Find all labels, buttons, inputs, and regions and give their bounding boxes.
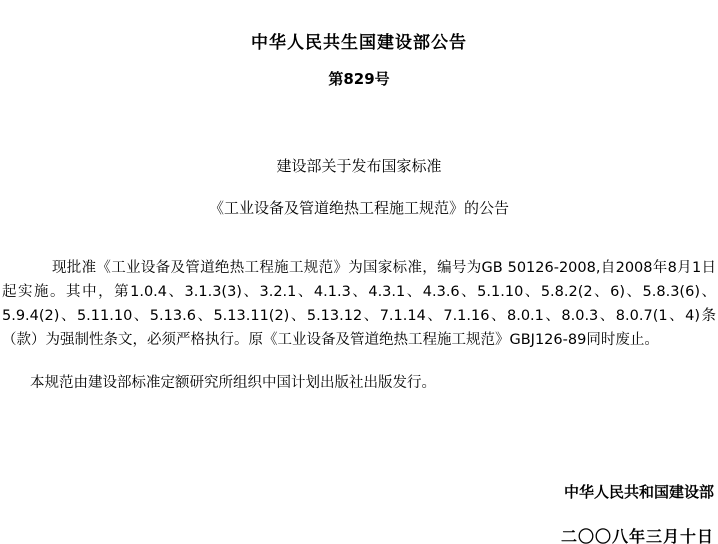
signature-block (561, 481, 714, 544)
document-title: 中华人民共生国建设部公告 (251, 33, 467, 53)
body-paragraph-approval: 现批准《工业设备及管道绝热工程施工规范》为国家标准，编号为GB 50126-2008,自2008年8月1日起实施。其中，第1.0.4、3.1.3(3)、3.2.1、4.1.3、4.3.1、4.3.6、5.1.10、5.8.2(2、6)、5.8.3(6)、5.9.4(2)、5.11.10、5.13.6、5.13.11(2)、5.13.12、7.1.14、7.1.16、8.0.1、8.0.3、8.0.7(1、4)条（款）为强制性条文，必须严格执行。原《工业设备及管道绝热工程施工规范》GBJ126-89同时废止。 (2, 260, 716, 348)
signature-date: 二〇〇八年三月十日 (560, 527, 714, 544)
issue-number: 第829号 (328, 70, 390, 88)
subtitle-line-1: 建设部关于发布国家标准 (276, 157, 442, 175)
body-paragraph-publisher: 本规范由建设部标准定额研究所组织中国计划出版社出版发行。 (30, 375, 436, 391)
subtitle-line-2: 《工业设备及管道绝热工程施工规范》的公告 (208, 199, 509, 217)
signature-issuer: 中华人民共和国建设部 (563, 483, 714, 501)
